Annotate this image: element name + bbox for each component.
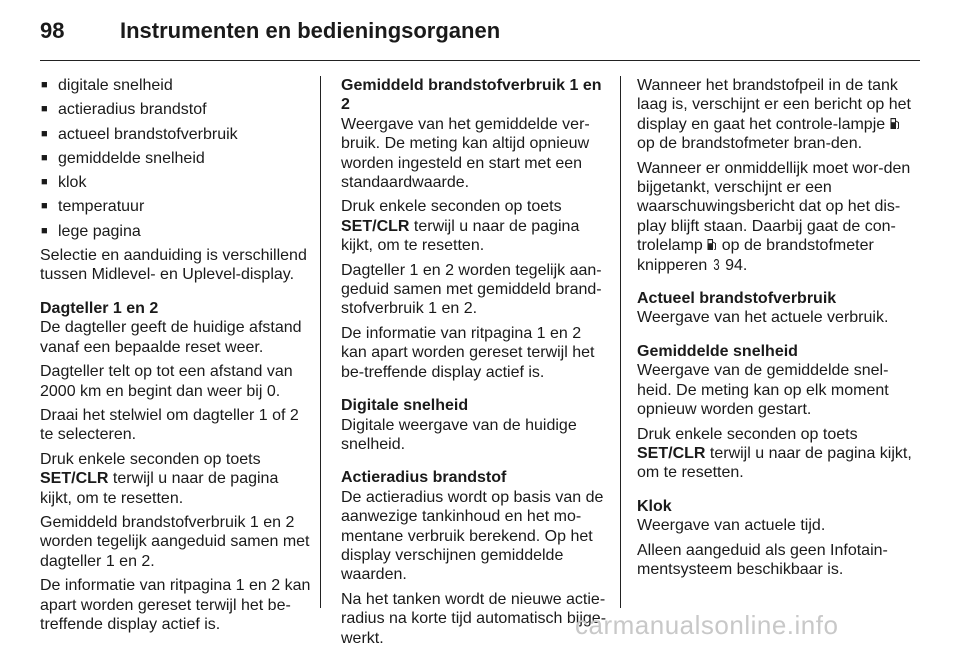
text: Druk enkele seconden op toets <box>341 198 562 216</box>
paragraph: Dagteller 1 en 2 worden tegelijk aan-geduid samen met gemiddeld brand-stofverbruik 1 en 2. <box>341 261 602 318</box>
column-1 <box>40 76 312 639</box>
list-item: ■ actieradius brandstof <box>40 100 312 119</box>
column-2 <box>341 76 611 653</box>
paragraph: De actieradius wordt op basis van de aanwezige tankinhoud en het mo-mentane verbruik berekend. Op het display verschijnen gemiddelde waarden. <box>341 488 604 584</box>
paragraph: Weergave van de gemiddelde snel-heid. De meting kan op elk moment opnieuw worden gestart. <box>637 362 889 419</box>
fuel-pump-icon <box>890 117 900 130</box>
setclr-key: SET/CLR <box>637 444 706 462</box>
section-heading-current-consumption: Actueel brandstofverbruik <box>637 290 837 308</box>
text: Wanneer het brandstofpeil in de tank laag is, verschijnt er een bericht op het display en gaat het controle-lampje <box>637 77 911 133</box>
text: Druk enkele seconden op toets <box>40 450 261 468</box>
paragraph: De dagteller geeft de huidige afstand vanaf een bepaalde reset weer. <box>40 319 302 356</box>
page-header <box>40 18 920 52</box>
text: op de brandstofmeter bran-den. <box>637 135 863 153</box>
paragraph: Draai het stelwiel om dagteller 1 of 2 te selecteren. <box>40 406 299 444</box>
fuel-pump-icon <box>707 238 717 251</box>
section-heading-avg-consumption: Gemiddeld brandstofverbruik 1 en 2 <box>341 77 602 114</box>
paragraph: De informatie van ritpagina 1 en 2 kan apart worden gereset terwijl het be-treffende display actief is. <box>341 324 595 381</box>
paragraph <box>637 76 912 154</box>
list-item: ■ digitale snelheid <box>40 76 312 95</box>
text: terwijl u naar de pagina kijkt, om te resetten. <box>341 217 580 255</box>
list-item: ■ temperatuur <box>40 197 312 216</box>
page-number: 98 <box>40 18 65 43</box>
paragraph: Gemiddeld brandstofverbruik 1 en 2 worden tegelijk aangeduid samen met dagteller 1 en 2. <box>40 513 310 570</box>
page-title: Instrumenten en bedieningsorganen <box>120 18 501 43</box>
section-heading-clock: Klok <box>637 497 672 515</box>
watermark: carmanualsonline.info <box>575 610 839 640</box>
section-heading-digital-speed: Digitale snelheid <box>341 397 469 415</box>
column-divider <box>320 76 321 608</box>
page-ref-arrow: 3 <box>713 256 720 274</box>
paragraph: Na het tanken wordt de nieuwe actie-radius na korte tijd automatisch bijge-werkt. <box>341 590 607 647</box>
paragraph: Weergave van het actuele verbruik. <box>637 309 889 327</box>
paragraph: Weergave van actuele tijd. <box>637 517 826 535</box>
text: op de brandstofmeter knipperen <box>637 237 874 274</box>
list-item: ■ lege pagina <box>40 222 312 241</box>
paragraph <box>637 159 912 275</box>
list-item: ■ klok <box>40 173 312 192</box>
column-3 <box>637 76 912 584</box>
section-heading-range: Actieradius brandstof <box>341 469 507 487</box>
setclr-key: SET/CLR <box>341 217 410 235</box>
setclr-key: SET/CLR <box>40 470 109 488</box>
column-divider <box>620 76 621 608</box>
text: terwijl u naar de pagina kijkt, om te resetten. <box>637 444 912 482</box>
header-rule <box>40 60 920 61</box>
text: terwijl u naar de pagina kijkt, om te resetten. <box>40 470 279 507</box>
paragraph: Selectie en aanduiding is verschillend tussen Midlevel- en Uplevel-display. <box>40 247 307 284</box>
paragraph: Dagteller telt op tot een afstand van 2000 km en begint dan weer bij 0. <box>40 363 293 400</box>
section-heading-trip: Dagteller 1 en 2 <box>40 299 159 317</box>
paragraph <box>40 450 312 508</box>
paragraph: De informatie van ritpagina 1 en 2 kan apart worden gereset terwijl het be-treffende display actief is. <box>40 577 311 633</box>
paragraph: Digitale weergave van de huidige snelheid. <box>341 416 577 453</box>
paragraph: Alleen aangeduid als geen Infotain-mentsysteem beschikbaar is. <box>637 541 888 578</box>
list-item: ■ gemiddelde snelheid <box>40 149 312 168</box>
text: Wanneer er onmiddellijk moet wor-den bijgetankt, verschijnt er een waarschuwingsbericht dat op het dis-play blijft staan. Daarbij gaat de con-trolelamp <box>637 159 911 255</box>
text: Druk enkele seconden op toets <box>637 425 858 443</box>
page-ref: 94. <box>720 256 748 274</box>
list-item: ■ actueel brandstofverbruik <box>40 125 312 144</box>
paragraph <box>341 197 611 255</box>
section-heading-avg-speed: Gemiddelde snelheid <box>637 342 798 360</box>
paragraph <box>637 425 912 483</box>
paragraph: Weergave van het gemiddelde ver-bruik. De meting kan altijd opnieuw worden ingesteld en start met een standaardwaarde. <box>341 115 590 192</box>
